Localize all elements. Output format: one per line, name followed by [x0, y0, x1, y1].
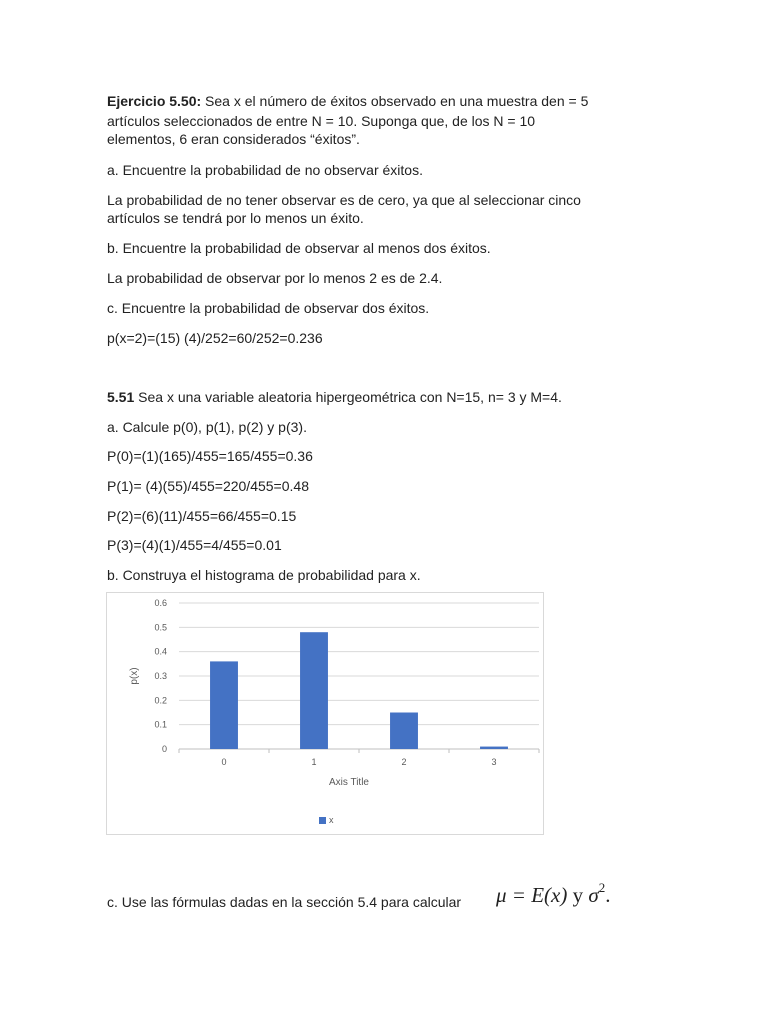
x-tick-label: 3: [491, 757, 497, 767]
ex550-answer-c: p(x=2)=(15) (4)/252=60/252=0.236: [107, 330, 323, 346]
ex551-question-b: b. Construya el histograma de probabilidad para x.: [107, 567, 421, 583]
y-tick-label: 0.5: [154, 622, 167, 633]
ex550-title: Ejercicio 5.50:: [107, 93, 202, 109]
bar: [210, 661, 238, 749]
ex550-question-c: c. Encuentre la probabilidad de observar dos éxitos.: [107, 300, 430, 316]
y-tick-label: 0.6: [154, 598, 167, 608]
ex551-p3: P(3)=(4)(1)/455=4/455=0.01: [107, 537, 282, 553]
ex551-p1: P(1)= (4)(55)/455=220/455=0.48: [107, 478, 309, 494]
ex551-p0: P(0)=(1)(165)/455=165/455=0.36: [107, 448, 313, 464]
ex551-question-a: a. Calcule p(0), p(1), p(2) y p(3).: [107, 419, 307, 435]
ex551-title: 5.51: [107, 389, 135, 405]
legend-swatch: [319, 817, 326, 824]
ex551-intro-text: Sea x una variable aleatoria hipergeométrica con N=15, n= 3 y M=4.: [134, 389, 562, 405]
formula-sigma: σ: [588, 883, 599, 907]
ex551-intro: [107, 388, 562, 406]
x-tick-label: 2: [401, 757, 407, 767]
probability-histogram: [106, 592, 544, 835]
ex551-p2: P(2)=(6)(11)/455=66/455=0.15: [107, 508, 297, 524]
ex550-intro-line3: elementos, 6 eran considerados “éxitos”.: [107, 131, 360, 147]
ex550-question-a: a. Encuentre la probabilidad de no observar éxitos.: [107, 162, 423, 178]
y-axis-title: p(x): [129, 667, 140, 685]
ex550-intro-line1: [107, 92, 588, 110]
x-tick-label: 0: [221, 757, 227, 767]
y-tick-label: 0: [161, 744, 167, 754]
y-tick-label: 0.4: [154, 646, 167, 657]
formula-end: .: [605, 883, 611, 907]
x-tick-label: 1: [311, 757, 317, 767]
bar: [300, 632, 328, 749]
y-tick-label: 0.1: [154, 719, 167, 730]
x-axis-title: Axis Title: [328, 777, 370, 788]
ex550-answer-a-line2: artículos se tendrá por lo menos un éxito.: [107, 210, 364, 226]
formula-mu: μ = E(x): [496, 883, 568, 907]
y-tick-label: 0.3: [154, 671, 167, 681]
formula-mu-sigma: [496, 880, 610, 908]
legend-label: x: [329, 815, 334, 825]
y-tick-label: 0.2: [154, 695, 167, 706]
bar: [390, 713, 418, 750]
ex550-question-b: b. Encuentre la probabilidad de observar al menos dos éxitos.: [107, 240, 491, 256]
formula-exp: 2: [598, 880, 606, 895]
ex551-question-c: c. Use las fórmulas dadas en la sección 5.4 para calcular: [107, 894, 462, 910]
ex550-answer-b: La probabilidad de observar por lo menos 2 es de 2.4.: [107, 270, 443, 286]
histogram-svg: [107, 593, 545, 836]
ex550-intro-text: Sea x el número de éxitos observado en una muestra den = 5: [201, 93, 589, 109]
formula-y: y: [567, 883, 589, 907]
ex550-intro-line2: artículos seleccionados de entre N = 10. Suponga que, de los N = 10: [107, 113, 536, 129]
bar: [480, 747, 508, 749]
ex550-answer-a-line1: La probabilidad de no tener observar es de cero, ya que al seleccionar cinco: [107, 192, 581, 208]
